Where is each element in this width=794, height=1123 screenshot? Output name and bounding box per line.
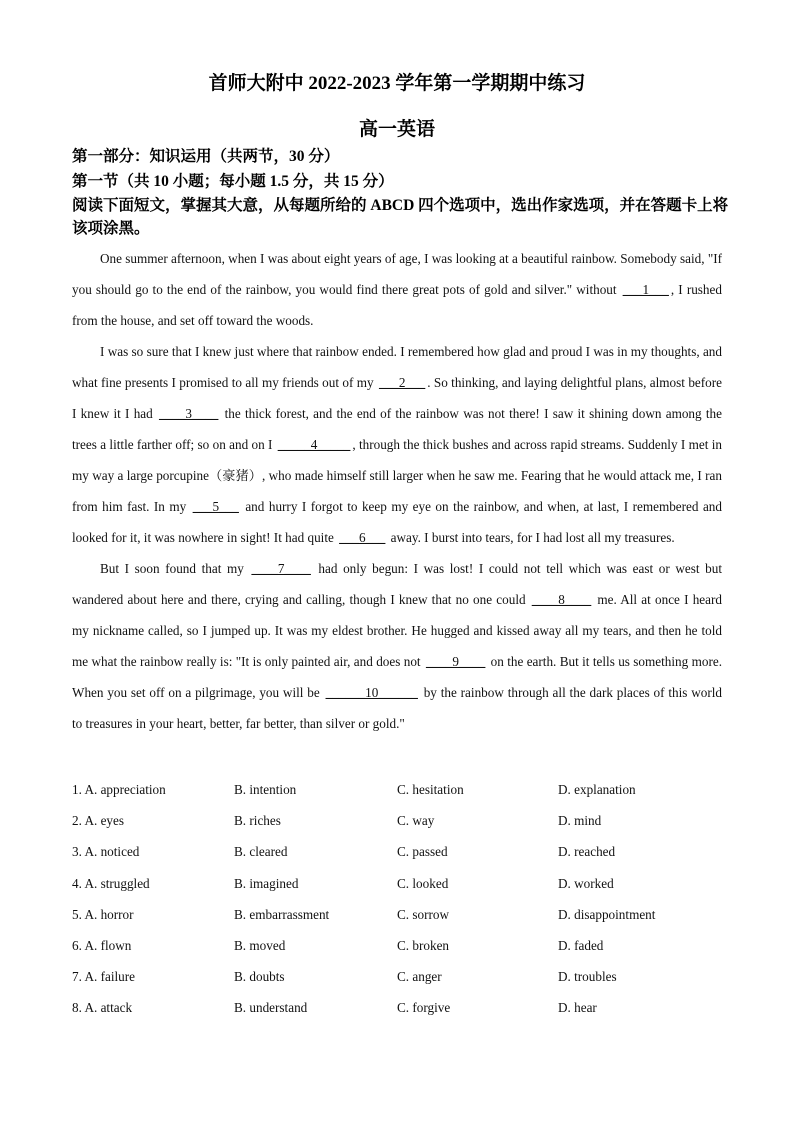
section-heading: 第一节（共 10 小题；每小题 1.5 分，共 15 分） [72,173,394,190]
blank-4: _____4_____ [277,437,351,452]
question-row-5 [72,899,732,930]
option-c: C. sorrow [397,906,450,922]
option-d: D. worked [558,875,614,891]
option-b: B. intention [234,782,297,797]
instruction-text: 阅读下面短文，掌握其大意，从每题所给的 ABCD 四个选项中，选出作家选项，并在答题卡上将该项涂黑。 [72,197,729,237]
option-a: 6. A. flown [72,937,132,953]
text-span: and hurry I forgot to keep my eye on the rainbow, and when, at last, I remembered and looked for it, it was nowhere in sight! It had quite [72,499,722,545]
option-b: B. understand [234,1000,308,1016]
option-a: 7. A. failure [72,969,135,985]
option-d: D. disappointment [558,906,656,922]
option-a: 4. A. struggled [72,875,150,891]
blank-1: ___1___ [622,282,669,297]
option-c: C. passed [397,844,448,860]
blank-7: ____7____ [251,561,311,576]
blank-9: ____9____ [425,654,486,669]
subject-title: 高一英语 [358,119,435,140]
question-row-1 [72,774,732,805]
text-span: the thick forest, and the end of the rainbow was not there! I saw it shining down among the trees a little farther off; so on and on I [72,406,722,452]
text-span: had only begun: I was lost! I could not tell which was east or west but wandered about here and there, crying and calling, though I knew that no one could [72,561,722,607]
option-b: B. moved [234,937,286,953]
option-b: B. cleared [234,844,288,860]
text-span: , through the thick bushes and across rapid streams. Suddenly I met in my way a large porcupine（豪猪）, who made himself still larger when he saw me. Fearing that he would attack me, I ran from him fast. In my [72,437,722,514]
option-d: D. troubles [558,969,617,985]
option-b: B. riches [234,813,281,829]
option-d: D. reached [558,844,616,860]
blank-8: ____8____ [531,592,592,607]
part-heading: 第一部分：知识运用（共两节，30 分） [72,148,340,165]
text-span: me. All at once I heard my nickname called, so I jumped up. It was my eldest brother. He hugged and kissed away all my tears, and then he told me what the rainbow really is: "It is only painted air, and does not [72,592,722,669]
question-row-3 [72,836,732,867]
blank-5: ___5___ [192,499,239,514]
blank-10: ______10______ [325,685,418,700]
option-c: C. forgive [397,1000,451,1016]
option-a: 5. A. horror [72,906,134,922]
option-a: 2. A. eyes [72,813,125,829]
paragraph-2 [72,336,722,553]
blank-6: ___6___ [339,530,386,545]
question-row-2 [72,805,732,836]
question-row-7 [72,961,732,992]
blank-3: ____3____ [159,406,219,421]
option-b: B. doubts [234,969,285,985]
question-row-4 [72,868,732,899]
text-span: One summer afternoon, when I was about eight years of age, I was looking at a beautiful rainbow. Somebody said, "If you should go to the end of the rainbow, you would find there great pots of gold and silver." without [72,251,722,297]
option-a: 1. A. appreciation [72,782,166,797]
option-c: C. anger [397,969,442,985]
text-span: away. I burst into tears, for I had lost all my treasures. [387,530,675,545]
text-span: . So thinking, and laying delightful plans, almost before I knew it I had [72,375,722,421]
question-options [72,774,732,1024]
paragraph-1 [72,243,722,336]
option-c: C. looked [397,875,449,891]
text-span: by the rainbow through all the dark places of this world to treasures in your heart, better, far better, than silver or gold." [72,685,722,731]
option-b: B. imagined [234,875,299,891]
blank-2: ___2___ [379,375,426,390]
option-c: C. broken [397,937,450,953]
page-title: 首师大附中 2022-2023 学年第一学期期中练习 [208,73,586,94]
question-row-6 [72,930,732,961]
text-span: on the earth. But it tells us something more. When you set off on a pilgrimage, you will be [72,654,722,700]
option-c: C. hesitation [397,782,464,797]
option-b: B. embarrassment [234,906,330,922]
text-span: But I soon found that my [100,561,250,576]
option-d: D. faded [558,937,604,953]
text-span: I was so sure that I knew just where that rainbow ended. I remembered how glad and proud I was in my thoughts, and what fine presents I promised to all my friends out of my [72,344,722,390]
option-d: D. hear [558,1000,597,1016]
option-a: 3. A. noticed [72,844,140,860]
paragraph-3 [72,553,722,739]
reading-passage [72,243,722,739]
option-a: 8. A. attack [72,1000,133,1016]
option-d: D. mind [558,813,602,829]
question-row-8 [72,992,732,1023]
option-c: C. way [397,813,435,829]
text-span: , I rushed from the house, and set off toward the woods. [72,282,722,328]
option-d: D. explanation [558,782,636,797]
